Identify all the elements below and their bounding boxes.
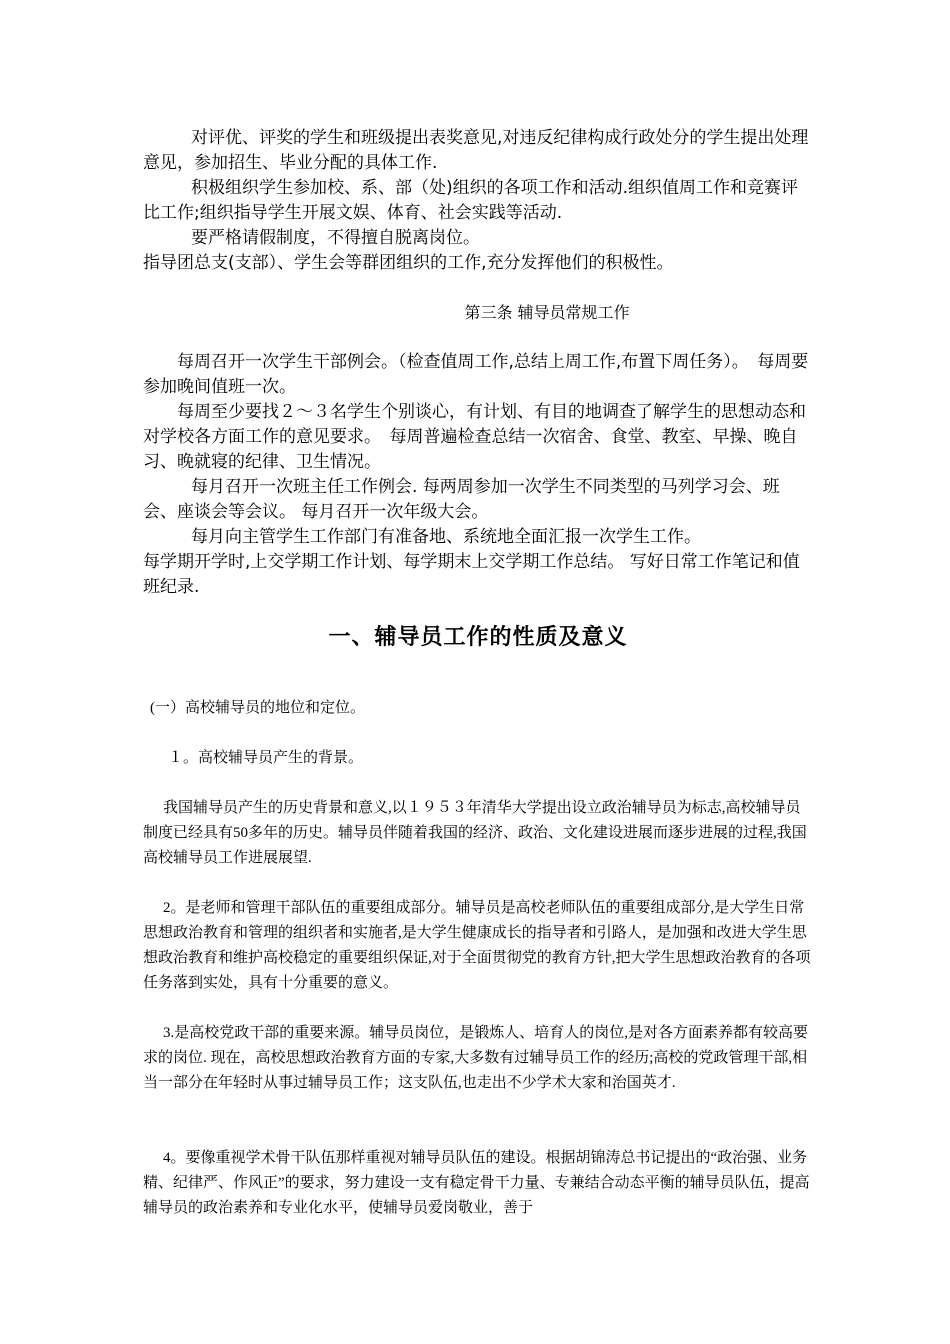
paragraph-history: 我国辅导员产生的历史背景和意义,以１９５３年清华大学提出设立政治辅导员为标志,高校辅导员制度已经具有50多年的历史。辅导员伴随着我国的经济、政治、文化建设进展而逐步进展的过程,我国高校辅导员工作进展展望.	[143, 800, 807, 866]
paragraph-cadre-source: 3.是高校党政干部的重要来源。辅导员岗位，是锻炼人、培育人的岗位,是对各方面素养都有较高要求的岗位. 现在，高校思想政治教育方面的专家,大多数有过辅导员工作的经历;高校的党政管理干部,相当一部分在年轻时从事过辅导员工作；这支队伍,也走出不少学术大家和治国英才.	[143, 1025, 809, 1091]
item-heading: １。高校辅导员产生的背景。	[168, 750, 364, 766]
paragraph-semester-plan: 每学期开学时,上交学期工作计划、每学期末上交学期工作总结。 写好日常工作笔记和值班纪录.	[143, 552, 800, 597]
subsection-heading: (一）高校辅导员的地位和定位。	[150, 700, 365, 716]
paragraph-monthly-meetings: 每月召开一次班主任工作例会. 每两周参加一次学生不同类型的马列学习会、班会、座谈会等会议。 每月召开一次年级大会。	[143, 477, 780, 522]
paragraph-weekly-meeting: 每周召开一次学生干部例会。（检查值周工作,总结上周工作,布置下周任务）。 每周要参加晚间值班一次。	[143, 352, 809, 397]
paragraph-leave: 要严格请假制度，不得擅自脱离岗位。	[191, 228, 480, 248]
paragraph-weekly-talks: 每周至少要找２～３名学生个别谈心，有计划、有目的地调查了解学生的思想动态和对学校各方面工作的意见要求。 每周普遍检查总结一次宿舍、食堂、教室、早操、晚自习、晚就寝的纪律、卫生情况。	[143, 402, 806, 472]
section-title: 一、辅导员工作的性质及意义	[328, 625, 628, 650]
article-heading: 第三条 辅导员常规工作	[464, 303, 630, 322]
paragraph-awards: 对评优、评奖的学生和班级提出表奖意见,对违反纪律构成行政处分的学生提出处理意见，参加招生、毕业分配的具体工作.	[143, 128, 809, 173]
paragraph-teacher-team: 2。是老师和管理干部队伍的重要组成部分。辅导员是高校老师队伍的重要组成部分,是大学生日常思想政治教育和管理的组织者和实施者,是大学生健康成长的指导者和引路人，是加强和改进大学生思想政治教育和维护高校稳定的重要组织保证,对于全面贯彻党的教育方针,把大学生思想政治教育的各项任务落到实处，具有十分重要的意义。	[143, 900, 811, 991]
paragraph-activities: 积极组织学生参加校、系、部（处)组织的各项工作和活动.组织值周工作和竞赛评比工作;组织指导学生开展文娱、体育、社会实践等活动.	[143, 178, 799, 223]
paragraph-monthly-report: 每月向主管学生工作部门有准备地、系统地全面汇报一次学生工作。	[191, 527, 701, 547]
paragraph-team-building: 4。要像重视学术骨干队伍那样重视对辅导员队伍的建设。根据胡锦涛总书记提出的“政治强、业务精、纪律严、作风正”的要求，努力建设一支有稳定骨干力量、专兼结合动态平衡的辅导员队伍，提高辅导员的政治素养和专业化水平，使辅导员爱岗敬业，善于	[143, 1150, 810, 1216]
paragraph-groups: 指导团总支(支部）、学生会等群团组织的工作,充分发挥他们的积极性。	[143, 253, 674, 273]
